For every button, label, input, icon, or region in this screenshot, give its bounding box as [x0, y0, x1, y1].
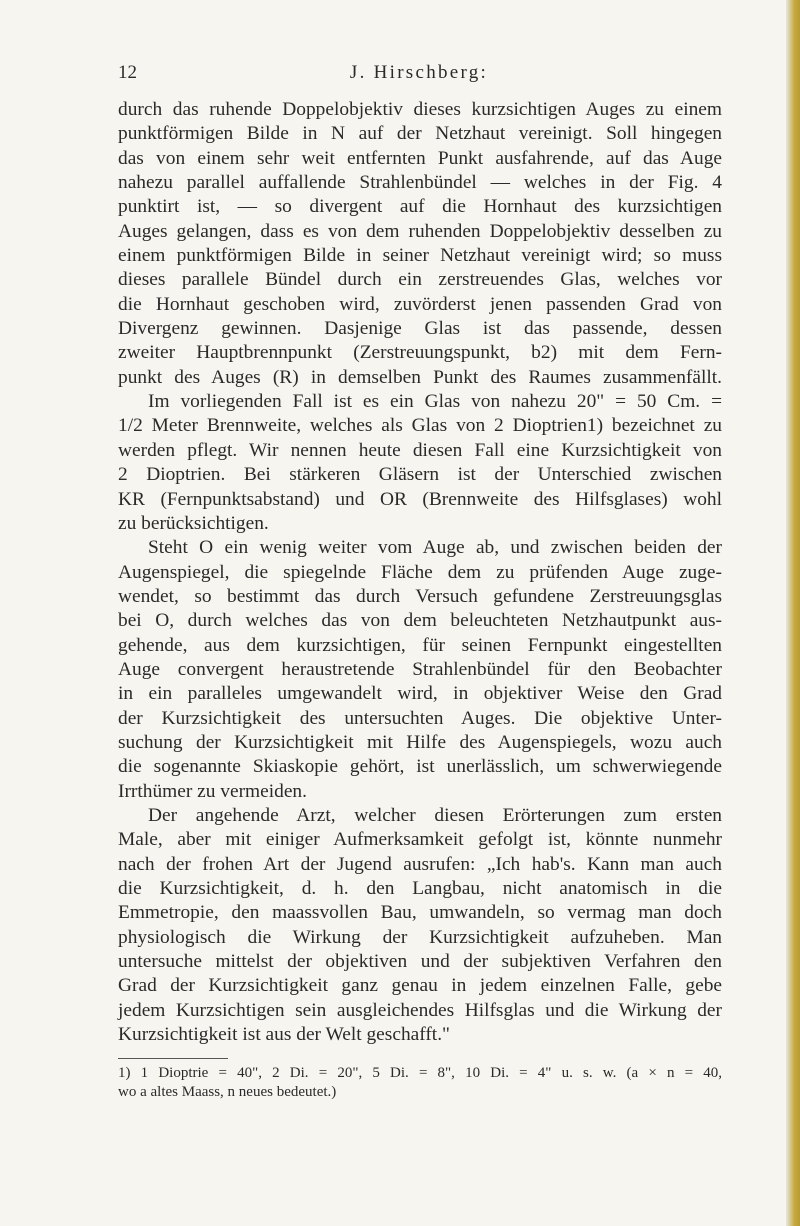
text-line: werden pflegt. Wir nennen heute diesen Fall eine Kurzsichtigkeit von — [118, 439, 722, 461]
text-line: nahezu parallel auffallende Strahlenbündel — welches in der Fig. 4 — [118, 172, 722, 194]
footnote-line: 1) 1 Dioptrie = 40", 2 Di. = 20", 5 Di. = 8", 10 Di. = 4" u. s. w. (a × n = 40, — [118, 1065, 722, 1081]
text-line: in ein paralleles umgewandelt wird, in objektiver Weise den Grad — [118, 683, 722, 705]
text-line: Grad der Kurzsichtigkeit ganz genau in jedem einzelnen Falle, gebe — [118, 975, 722, 997]
text-line: jedem Kurzsichtigen sein ausgleichendes Hilfsglas und die Wirkung der — [118, 999, 722, 1021]
text-line: der Kurzsichtigkeit des untersuchten Auges. Die objektive Unter- — [118, 707, 722, 729]
text-line: physiologisch die Wirkung der Kurzsichtigkeit aufzuheben. Man — [118, 926, 722, 948]
text-line: dieses parallele Bündel durch ein zerstreuendes Glas, welches vor — [118, 269, 722, 291]
footnote-rule — [118, 1058, 228, 1059]
page-number: 12 — [118, 62, 137, 83]
text-line: Male, aber mit einiger Aufmerksamkeit gefolgt ist, könnte nunmehr — [118, 829, 722, 851]
text-line: die Kurzsichtigkeit, d. h. den Langbau, nicht anatomisch in die — [118, 878, 722, 899]
page-header — [118, 62, 720, 88]
text-line: Irrthümer zu vermeiden. — [118, 780, 307, 802]
footnote — [118, 1064, 722, 1102]
text-line: Emmetropie, den maassvollen Bau, umwandeln, so vermag man doch — [118, 902, 722, 924]
text-line: KR (Fernpunktsabstand) und OR (Brennweite des Hilfsglases) wohl — [118, 488, 722, 510]
text-line: Im vorliegenden Fall ist es ein Glas von nahezu 20" = 50 Cm. = — [148, 391, 722, 413]
text-line: punkt des Auges (R) in demselben Punkt des Raumes zusammenfällt. — [118, 366, 722, 388]
text-line: die Hornhaut geschoben wird, zuvörderst jenen passenden Grad von — [118, 293, 722, 315]
text-line: untersuche mittelst der objektiven und der subjektiven Verfahren den — [118, 951, 722, 973]
text-line: einem punktförmigen Bilde in seiner Netzhaut vereinigt wird; so muss — [118, 245, 722, 267]
text-line: das von einem sehr weit entfernten Punkt ausfahrende, auf das Auge — [118, 147, 722, 169]
body-text — [118, 98, 722, 1047]
text-line: gehende, aus dem kurzsichtigen, für seinen Fernpunkt eingestellten — [118, 634, 722, 656]
text-line: durch das ruhende Doppelobjektiv dieses kurzsichtigen Auges zu einem — [118, 99, 722, 120]
text-line: Kurzsichtigkeit ist aus der Welt geschafft." — [118, 1024, 450, 1046]
text-line: Steht O ein wenig weiter vom Auge ab, und zwischen beiden der — [148, 537, 722, 559]
text-line: nach der frohen Art der Jugend ausrufen: „Ich hab's. Kann man auch — [118, 853, 722, 875]
text-line: Augenspiegel, die spiegelnde Fläche dem zu prüfenden Auge zuge- — [118, 561, 722, 583]
text-line: wendet, so bestimmt das durch Versuch gefundene Zerstreuungsglas — [118, 585, 722, 607]
text-line: Auges gelangen, dass es von dem ruhenden Doppelobjektiv desselben zu — [118, 220, 722, 242]
text-line: 2 Dioptrien. Bei stärkeren Gläsern ist der Unterschied zwischen — [118, 464, 722, 486]
text-line: zu berücksichtigen. — [118, 512, 269, 534]
text-line: die sogenannte Skiaskopie gehört, ist unerlässlich, um schwerwiegende — [118, 756, 722, 778]
text-line: Auge convergent heraustretende Strahlenbündel für den Beobachter — [118, 658, 722, 680]
text-line: punktirt ist, — so divergent auf die Hornhaut des kurzsichtigen — [118, 196, 722, 218]
text-line: bei O, durch welches das von dem beleuchteten Netzhautpunkt aus- — [118, 610, 722, 632]
text-line: Der angehende Arzt, welcher diesen Erörterungen zum ersten — [148, 804, 722, 826]
text-line: 1/2 Meter Brennweite, welches als Glas von 2 Dioptrien1) bezeichnet zu — [118, 415, 722, 437]
footnote-line: wo a altes Maass, n neues bedeutet.) — [118, 1084, 337, 1100]
text-line: zweiter Hauptbrennpunkt (Zerstreuungspunkt, b2) mit dem Fern- — [118, 342, 722, 364]
text-line: punktförmigen Bilde in N auf der Netzhaut vereinigt. Soll hingegen — [118, 123, 722, 145]
running-head — [118, 62, 720, 84]
text-line: suchung der Kurzsichtigkeit mit Hilfe des Augenspiegels, wozu auch — [118, 731, 722, 753]
text-line: Divergenz gewinnen. Dasjenige Glas ist das passende, dessen — [118, 318, 722, 340]
running-head-text: J. Hirschberg: — [349, 62, 489, 83]
page-edge — [786, 0, 800, 1226]
